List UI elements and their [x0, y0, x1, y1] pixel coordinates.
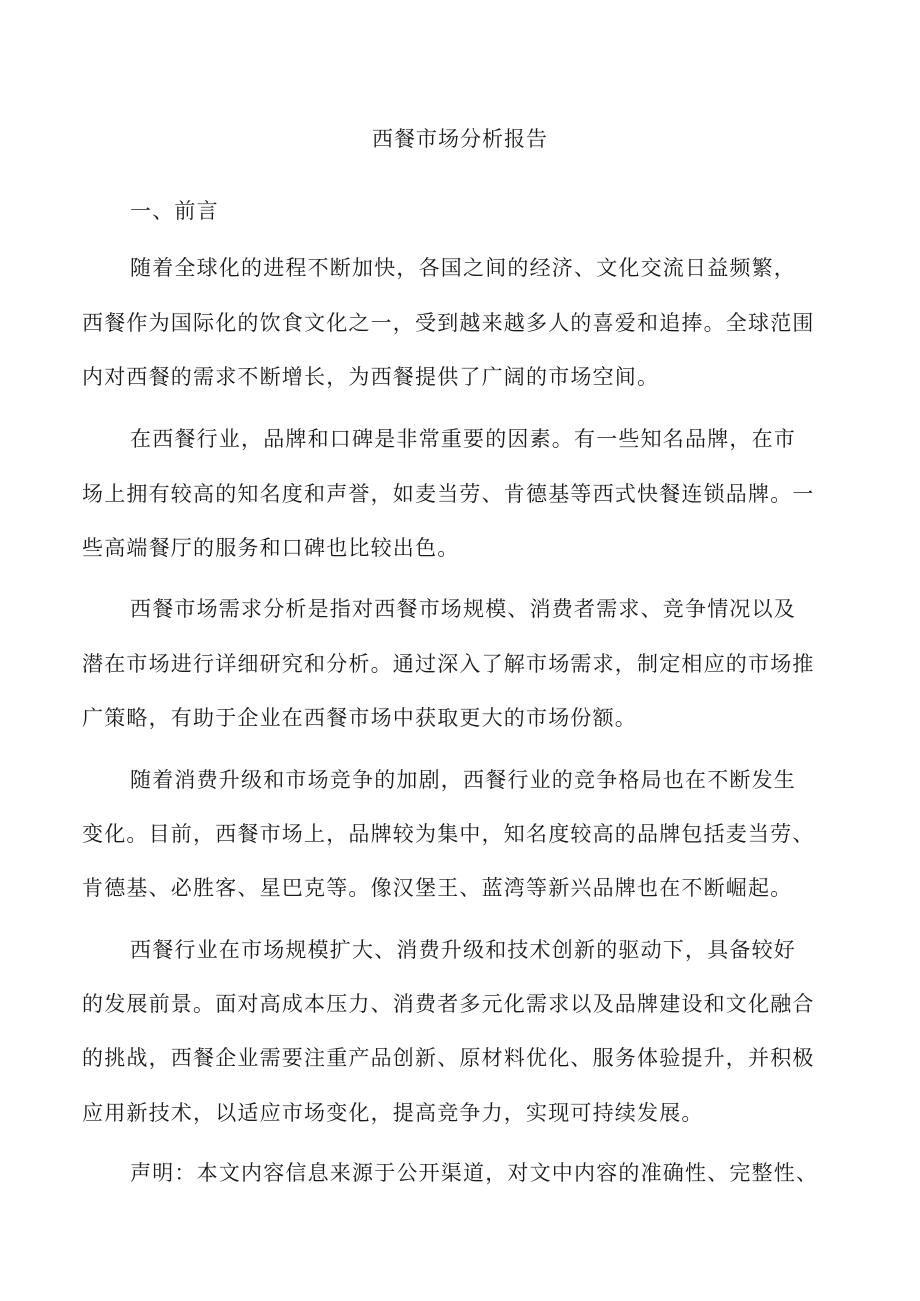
- paragraph-5-line-3: 的挑战，西餐企业需要注重产品创新、原材料优化、服务体验提升，并积极: [82, 1046, 815, 1070]
- paragraph-1-line-1: 随着全球化的进程不断加快，各国之间的经济、文化交流日益频繁，: [130, 256, 796, 280]
- section-heading: 一、前言: [130, 199, 219, 223]
- paragraph-5-line-4: 应用新技术，以适应市场变化，提高竞争力，实现可持续发展。: [82, 1101, 704, 1125]
- paragraph-1-line-3: 内对西餐的需求不断增长，为西餐提供了广阔的市场空间。: [82, 365, 660, 389]
- paragraph-4-line-3: 肯德基、必胜客、星巴克等。像汉堡王、蓝湾等新兴品牌也在不断崛起。: [82, 876, 793, 900]
- paragraph-1-line-2: 西餐作为国际化的饮食文化之一，受到越来越多人的喜爱和追捧。全球范围: [82, 311, 815, 335]
- paragraph-5-line-2: 的发展前景。面对高成本压力、消费者多元化需求以及品牌建设和文化融合: [82, 992, 815, 1016]
- paragraph-2-line-2: 场上拥有较高的知名度和声誉，如麦当劳、肯德基等西式快餐连锁品牌。一: [82, 482, 815, 506]
- paragraph-4-line-2: 变化。目前，西餐市场上，品牌较为集中，知名度较高的品牌包括麦当劳、: [82, 822, 815, 846]
- paragraph-3-line-1: 西餐市场需求分析是指对西餐市场规模、消费者需求、竞争情况以及: [130, 597, 796, 621]
- paragraph-2-line-3: 些高端餐厅的服务和口碑也比较出色。: [82, 536, 460, 560]
- paragraph-3-line-2: 潜在市场进行详细研究和分析。通过深入了解市场需求，制定相应的市场推: [82, 652, 815, 676]
- paragraph-5-line-1: 西餐行业在市场规模扩大、消费升级和技术创新的驱动下，具备较好: [130, 938, 796, 962]
- document-title: 西餐市场分析报告: [372, 127, 548, 151]
- paragraph-4-line-1: 随着消费升级和市场竞争的加剧，西餐行业的竞争格局也在不断发生: [130, 768, 796, 792]
- paragraph-2-line-1: 在西餐行业，品牌和口碑是非常重要的因素。有一些知名品牌，在市: [130, 427, 796, 451]
- disclaimer-line-1: 声明：本文内容信息来源于公开渠道，对文中内容的准确性、完整性、: [130, 1161, 819, 1185]
- paragraph-3-line-3: 广策略，有助于企业在西餐市场中获取更大的市场份额。: [82, 706, 637, 730]
